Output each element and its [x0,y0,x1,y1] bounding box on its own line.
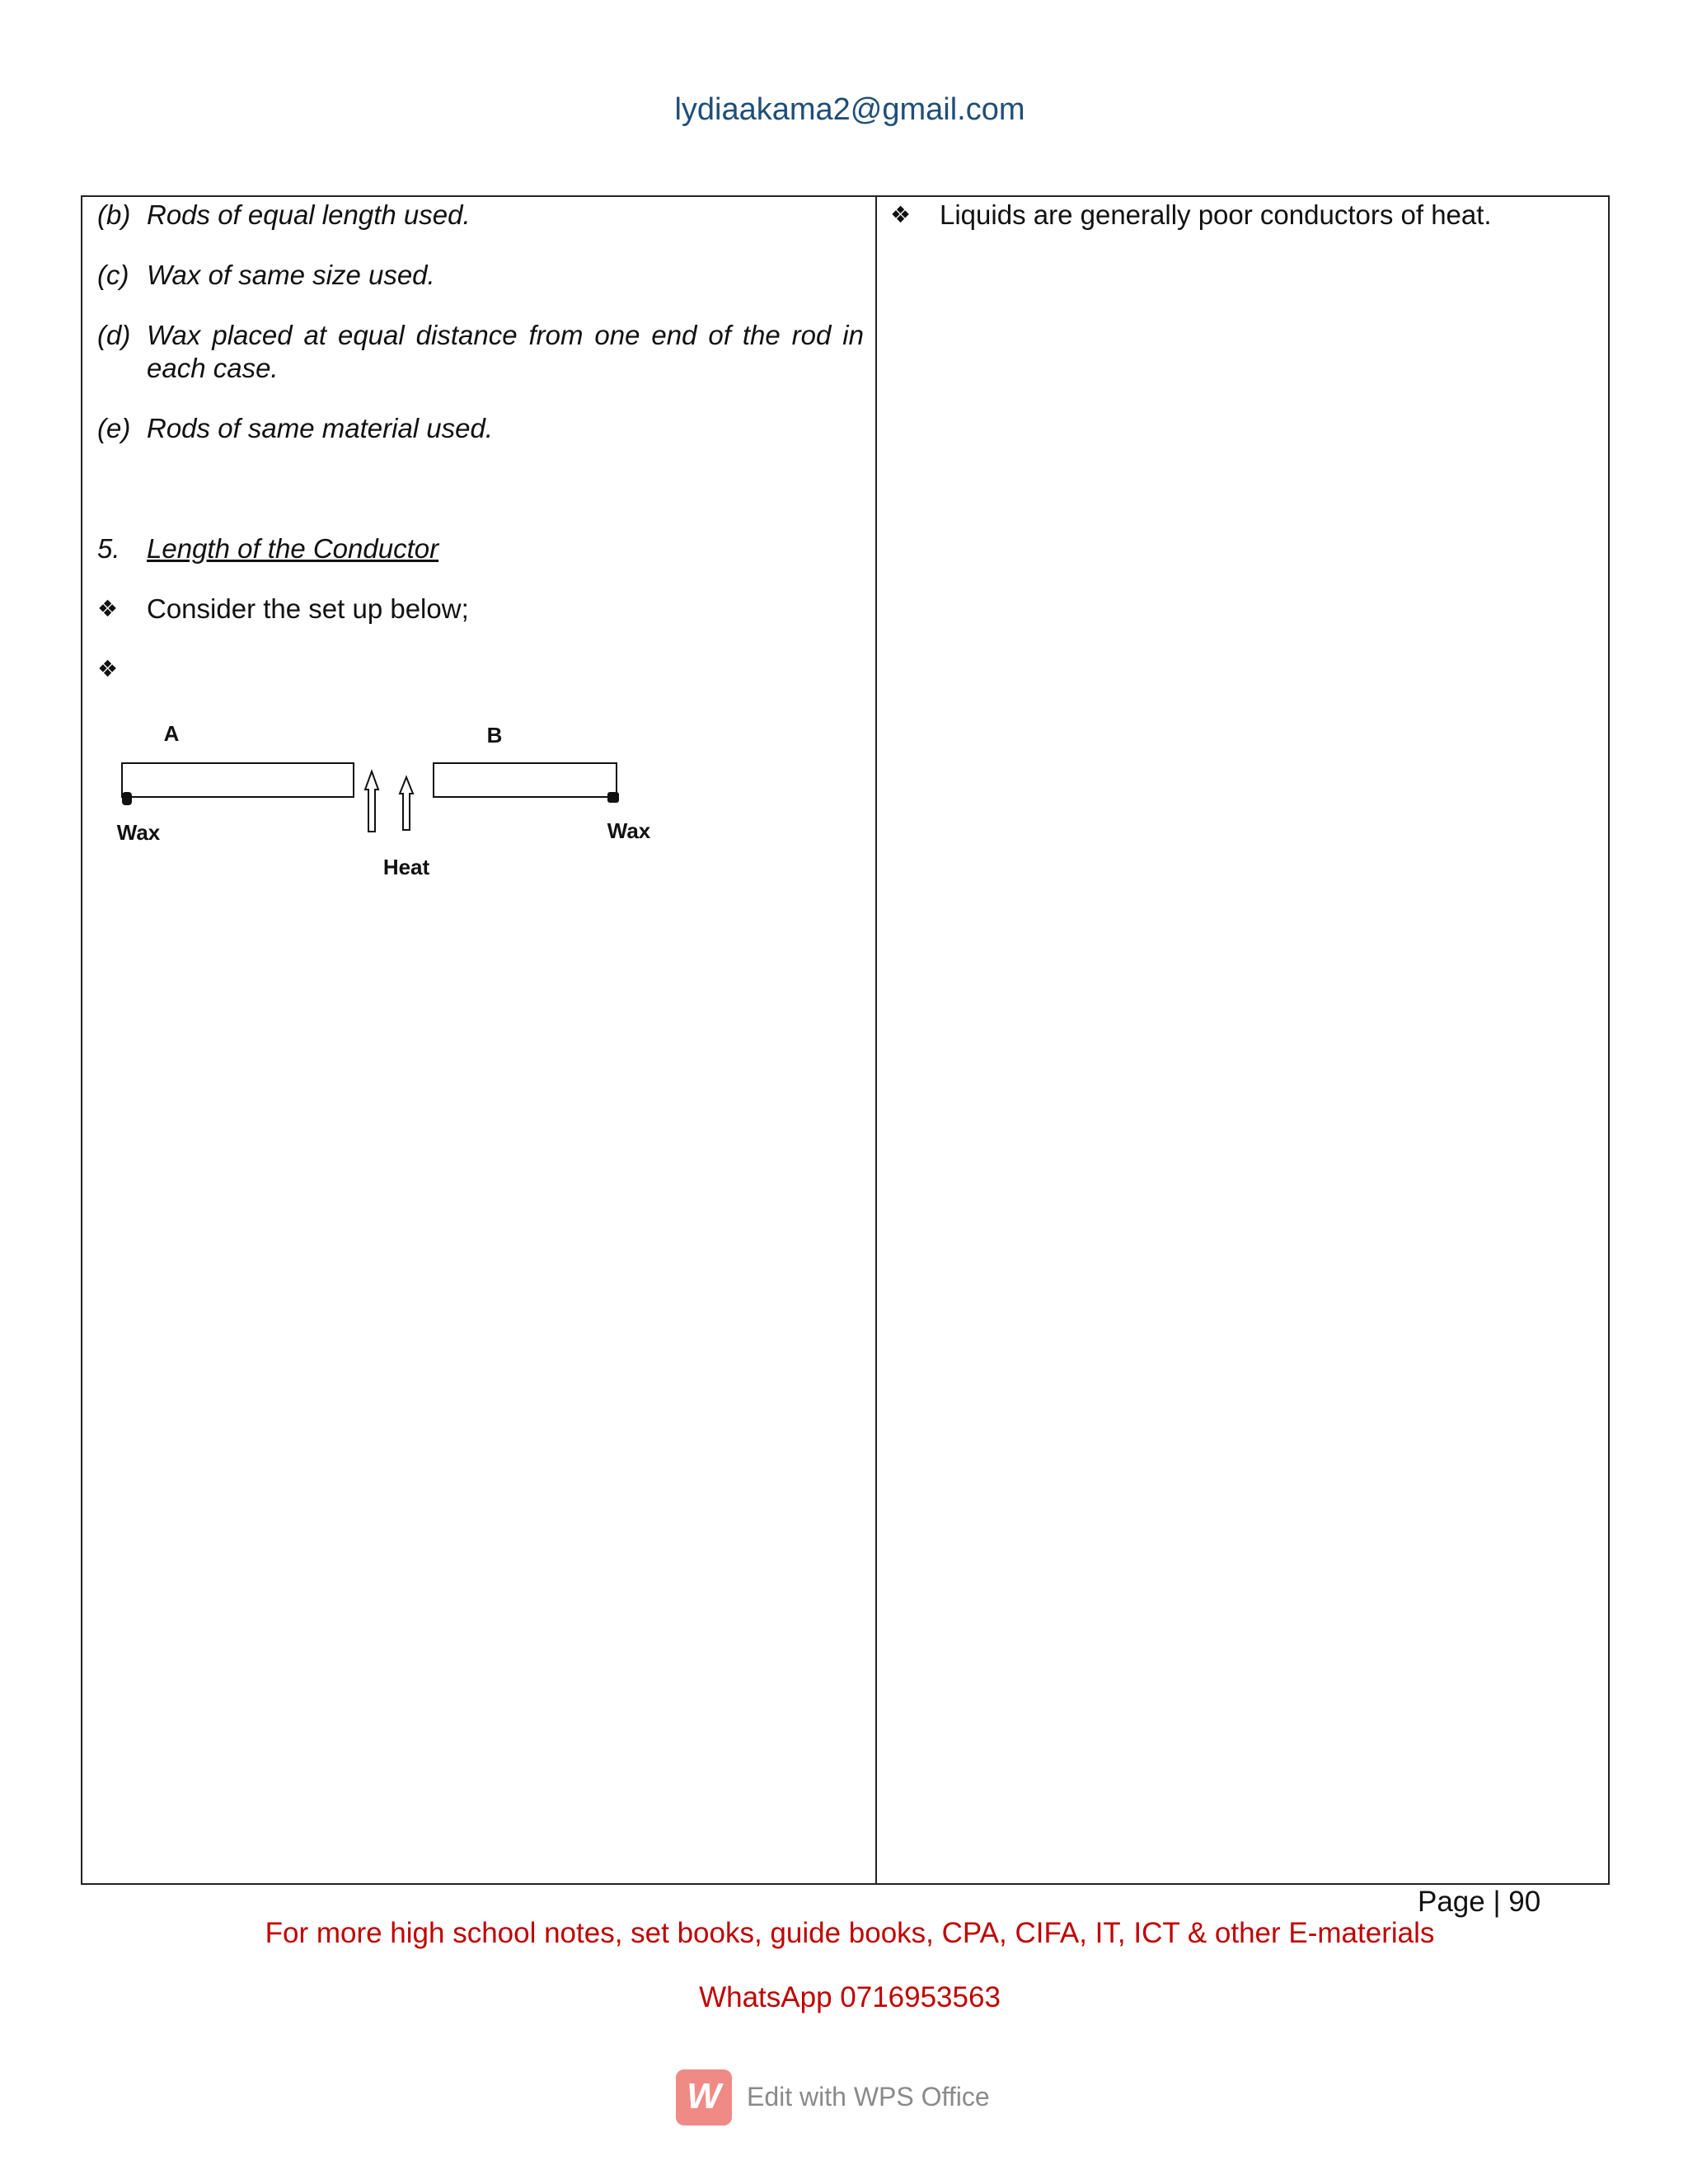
bullet-text: Liquids are generally poor conductors of heat. [940,199,1492,230]
column-divider [875,197,877,1883]
list-item [97,412,864,445]
content-table [81,195,1610,1885]
promo-line-1: For more high school notes, set books, guide books, CPA, CIFA, IT, ICT & other E-materials [265,1917,1435,1949]
wax-left-blob [122,792,132,805]
list-item [97,319,864,385]
item-text: Rods of same material used. [147,413,494,443]
item-label: (e) [97,413,131,443]
rod-a-label: A [163,721,180,746]
page-number: Page | 90 [1418,1886,1541,1918]
rod-a [122,763,354,797]
bullet-icon: ❖ [97,595,119,622]
item-label: (b) [97,199,131,230]
wps-edit-link[interactable]: Edit with WPS Office [747,2082,990,2111]
heat-label: Heat [382,855,430,879]
right-column [890,197,1599,1883]
wps-logo-glyph: W [687,2076,721,2116]
promo-line-2: WhatsApp 0716953563 [699,1981,1001,2013]
wax-right-label: Wax [607,818,651,843]
section-number: 5. [97,533,120,564]
item-text: Rods of equal length used. [147,199,471,230]
rod-b [434,763,617,797]
heat-arrow-right-icon [400,777,413,830]
left-column [97,197,864,1883]
item-text: Wax of same size used. [147,260,435,290]
bullet-icon: ❖ [97,655,119,682]
item-text: Wax placed at equal distance from one end of the rod in each case. [147,320,864,383]
wps-logo-icon[interactable] [676,2069,732,2125]
section-title: Length of the Conductor [147,533,439,564]
item-label: (d) [97,320,131,350]
bullet-text: Consider the set up below; [147,593,469,624]
heat-arrow-left-icon [365,771,378,832]
header-email: lydiaakama2@gmail.com [674,92,1025,127]
list-item [97,259,864,292]
wax-left-label: Wax [116,820,161,845]
item-label: (c) [97,260,129,290]
list-item [97,199,864,232]
bullet-icon: ❖ [890,201,912,228]
wax-right-blob [607,792,619,803]
conduction-diagram [97,708,674,898]
rod-b-label: B [486,723,503,748]
